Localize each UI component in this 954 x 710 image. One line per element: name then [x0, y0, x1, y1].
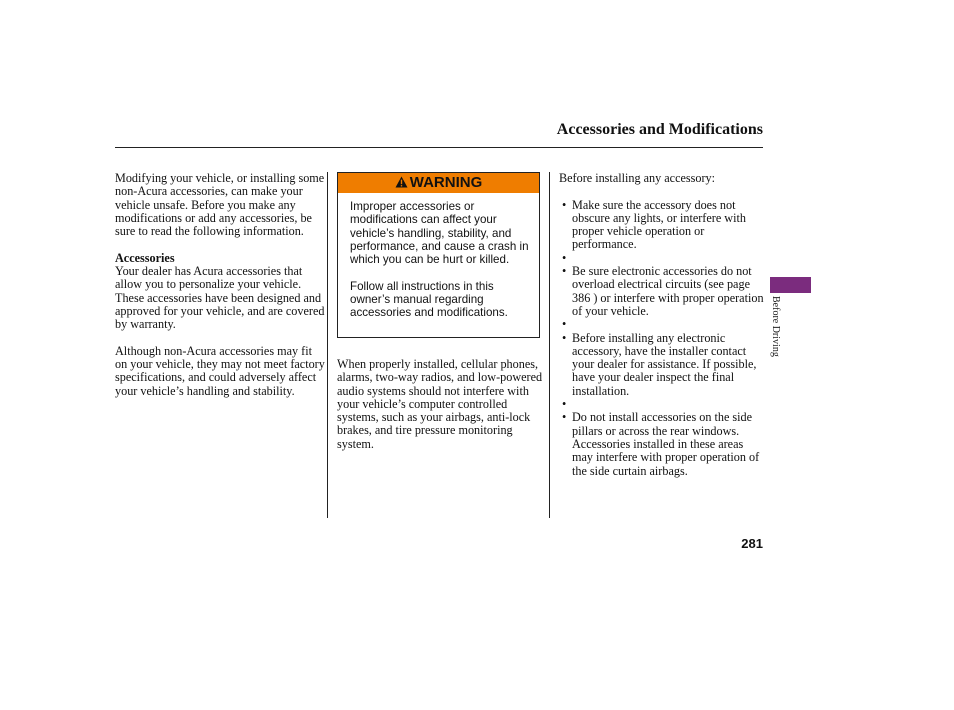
- before-installing-intro: Before installing any accessory:: [559, 171, 716, 185]
- intro-paragraph: Modifying your vehicle, or installing some non-Acura accessories, can make your vehicle unsafe. Before you make any modifications or add any accessories, be sure to read the following information.: [115, 171, 325, 239]
- column-middle: [337, 358, 545, 451]
- list-item: • Do not install accessories on the side pillars or across the rear windows. Accessories installed in these areas may interfere with proper operation of the side curtain airbags.: [559, 411, 764, 477]
- warning-triangle-icon: [395, 176, 408, 188]
- section-tab: [770, 277, 811, 293]
- warning-text-1: Improper accessories or modifications can affect your vehicle’s handling, stability, and performance, and cause a crash in which you can be hurt or killed.: [350, 200, 529, 267]
- warning-box: [337, 172, 540, 338]
- warning-text-2: Follow all instructions in this owner’s manual regarding accessories and modifications.: [350, 279, 508, 320]
- title-divider: [115, 147, 763, 148]
- section-tab-label: Before Driving: [770, 296, 781, 357]
- list-item: • Before installing any electronic accessory, have the installer contact your dealer for assistance. If possible, have your dealer inspect the final installation.: [559, 332, 764, 398]
- list-item: • Be sure electronic accessories do not overload electrical circuits (see page 386 ) or interfere with proper operation of your vehicle.: [559, 265, 764, 318]
- column-left: [115, 172, 325, 398]
- page-number: 281: [741, 536, 763, 551]
- accessories-paragraph: Your dealer has Acura accessories that allow you to personalize your vehicle. These accessories have been designed and approved for your vehicle, and are covered by warranty.: [115, 264, 325, 332]
- accessories-subheading: Accessories: [115, 250, 175, 265]
- accessory-checklist: [559, 199, 764, 478]
- warning-header: [338, 173, 539, 193]
- column-right: [559, 172, 764, 478]
- electronics-paragraph: When properly installed, cellular phones, alarms, two-way radios, and low-powered audio systems should not interfere with your vehicle’s computer controlled systems, such as your airbags, anti-lock brakes, and tire pressure monitoring system.: [337, 357, 543, 451]
- warning-label: WARNING: [409, 174, 483, 191]
- non-acura-paragraph: Although non-Acura accessories may fit on your vehicle, they may not meet factory specifications, and could adversely affect your vehicle’s handling and stability.: [115, 343, 325, 398]
- page-title: Accessories and Modifications: [556, 121, 763, 138]
- list-item: • Make sure the accessory does not obscure any lights, or interfere with proper vehicle operation or performance.: [559, 199, 764, 252]
- column-divider: [549, 172, 550, 518]
- warning-body: [350, 200, 536, 320]
- column-divider: [327, 172, 328, 518]
